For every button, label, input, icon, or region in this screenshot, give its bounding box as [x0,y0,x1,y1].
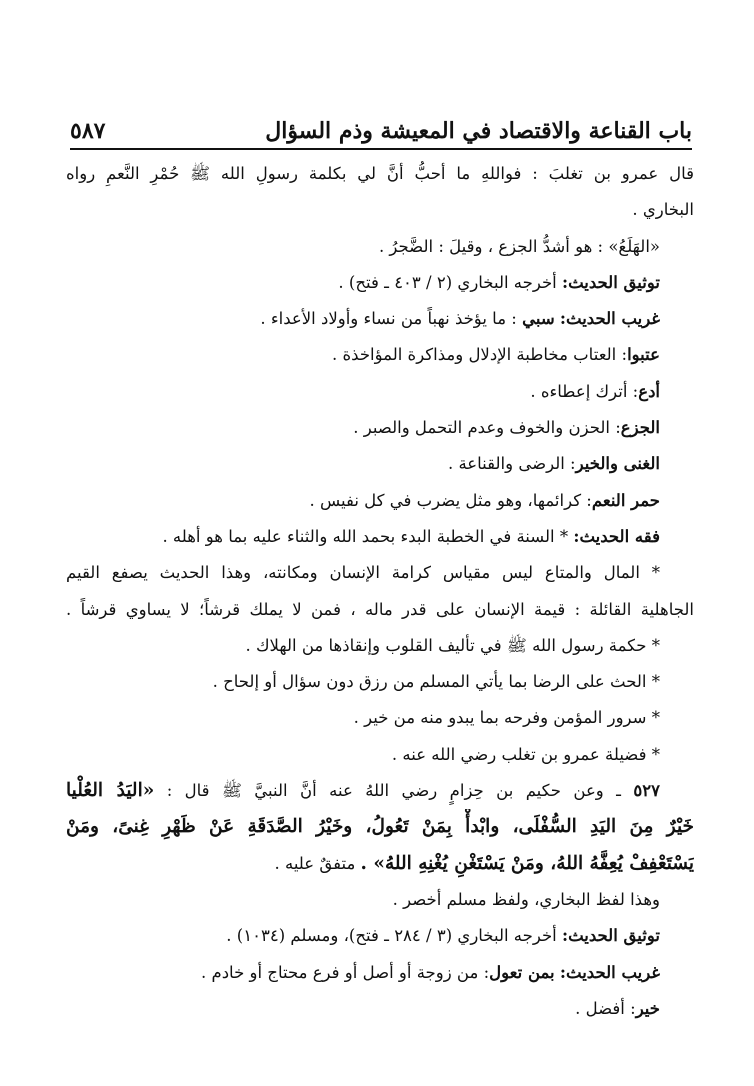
glossary-text: : العتاب مخاطبة الإدلال ومذاكرة المؤاخذة . [332,345,628,365]
text-line [66,918,694,954]
hadith-quote: «اليَدُ العُلْيا [66,780,155,802]
page-header [70,108,692,144]
text-line: وهذا لفظ البخاري، ولفظ مسلم أخصر . [392,889,660,909]
hadith-number: ٥٢٧ [633,781,660,801]
section-label: توثيق الحديث: [561,272,660,292]
glossary-text: : كرائمها، وهو مثل يضرب في كل نفيس . [309,490,592,510]
section-text: * السنة في الخطبة البدء بحمد الله والثناء عليه بما هو أهله . [162,526,569,546]
glossary-text: : أترك إعطاءه . [530,381,639,401]
text-line: * المال والمتاع ليس مقياس كرامة الإنسان ومكانته، وهذا الحديث يصفع القيم [66,563,660,583]
glossary-term: الجزع [620,418,660,438]
text-line: البخاري . [632,200,694,220]
text-line [66,410,694,446]
section-text: أخرجه البخاري (٣ / ٢٨٤ ـ فتح)، ومسلم (١٠٣٤) . [226,926,557,946]
chapter-title: باب القناعة والاقتصاد في المعيشة وذم السؤال [265,118,692,144]
text-line: * حكمة رسول الله ﷺ في تأليف القلوب وإنقاذها من الهلاك . [245,635,660,655]
hadith-source: متفقٌ عليه . [274,853,356,873]
text-line [66,991,694,1027]
glossary-term: حمر النعم [591,490,660,510]
header-divider [70,148,692,150]
section-label: فقه الحديث: [573,526,660,546]
glossary-term: عتبوا [627,345,660,365]
text-line [66,773,694,809]
text-line [66,265,694,301]
glossary-term: الغنى والخير [575,454,660,474]
hadith-quote-line: خَيْرٌ مِنَ اليَدِ السُّفْلَى، وابْدأْ بِمَنْ تَعُولُ، وخَيْرُ الصَّدَقَةِ عَنْ ظَهْرِ غِنىً، ومَنْ [66,816,694,838]
section-label: توثيق الحديث: [561,926,660,946]
glossary-term: بمن تعول [489,962,555,982]
text-line: «الهَلَعُ» : هو أشدُّ الجزع ، وقيلَ : الضَّجرُ . [378,236,660,256]
text-line: الجاهلية القائلة : قيمة الإنسان على قدر ماله ، فمن لا يملك قرشاً؛ لا يساوي قرشاً . [66,599,694,619]
text-line: * الحث على الرضا بما يأتي المسلم من رزق دون سؤال أو إلحاح . [212,672,660,692]
text-line [66,374,694,410]
glossary-term: خير [635,998,660,1018]
glossary-term: أدع [638,381,660,401]
page-body [66,156,694,1027]
page-number: ٥٨٧ [70,118,106,144]
glossary-text: : الحزن والخوف وعدم التحمل والصبر . [353,418,621,438]
text-line [66,955,694,991]
text-line: * سرور المؤمن وفرحه بما يبدو منه من خير . [353,708,660,728]
section-text: أخرجه البخاري (٢ / ٤٠٣ ـ فتح) . [338,272,557,292]
section-label: غريب الحديث: [559,962,660,982]
section-label: غريب الحديث: [559,309,660,329]
glossary-term: سبي [522,309,555,329]
text-line [66,483,694,519]
hadith-text: ـ وعن حكيم بن حِزامٍ رضي اللهُ عنه أنَّ النبيَّ ﷺ قال : [166,781,621,801]
glossary-text: : ما يؤخذ نهباً من نساء وأولاد الأعداء . [260,309,517,329]
glossary-text: : أفضل . [575,998,636,1018]
glossary-text: : من زوجة أو أصل أو فرع محتاج أو خادم . [200,962,490,982]
text-line [66,519,694,555]
text-line [66,337,694,373]
text-line [66,846,694,882]
text-line: قال عمرو بن تغلبَ : فواللهِ ما أحبُّ أنَّ لي بكلمة رسولِ الله ﷺ حُمْرِ النَّعمِ رواه [66,164,694,183]
hadith-quote: يَسْتَعْفِفْ يُعِفَّهُ اللهُ، ومَنْ يَسْتَغْنِ يُغْنِهِ اللهُ» . [360,852,694,874]
text-line: * فضيلة عمرو بن تغلب رضي الله عنه . [391,744,660,764]
text-line [66,446,694,482]
text-line [66,301,694,337]
glossary-text: : الرضى والقناعة . [447,454,576,474]
